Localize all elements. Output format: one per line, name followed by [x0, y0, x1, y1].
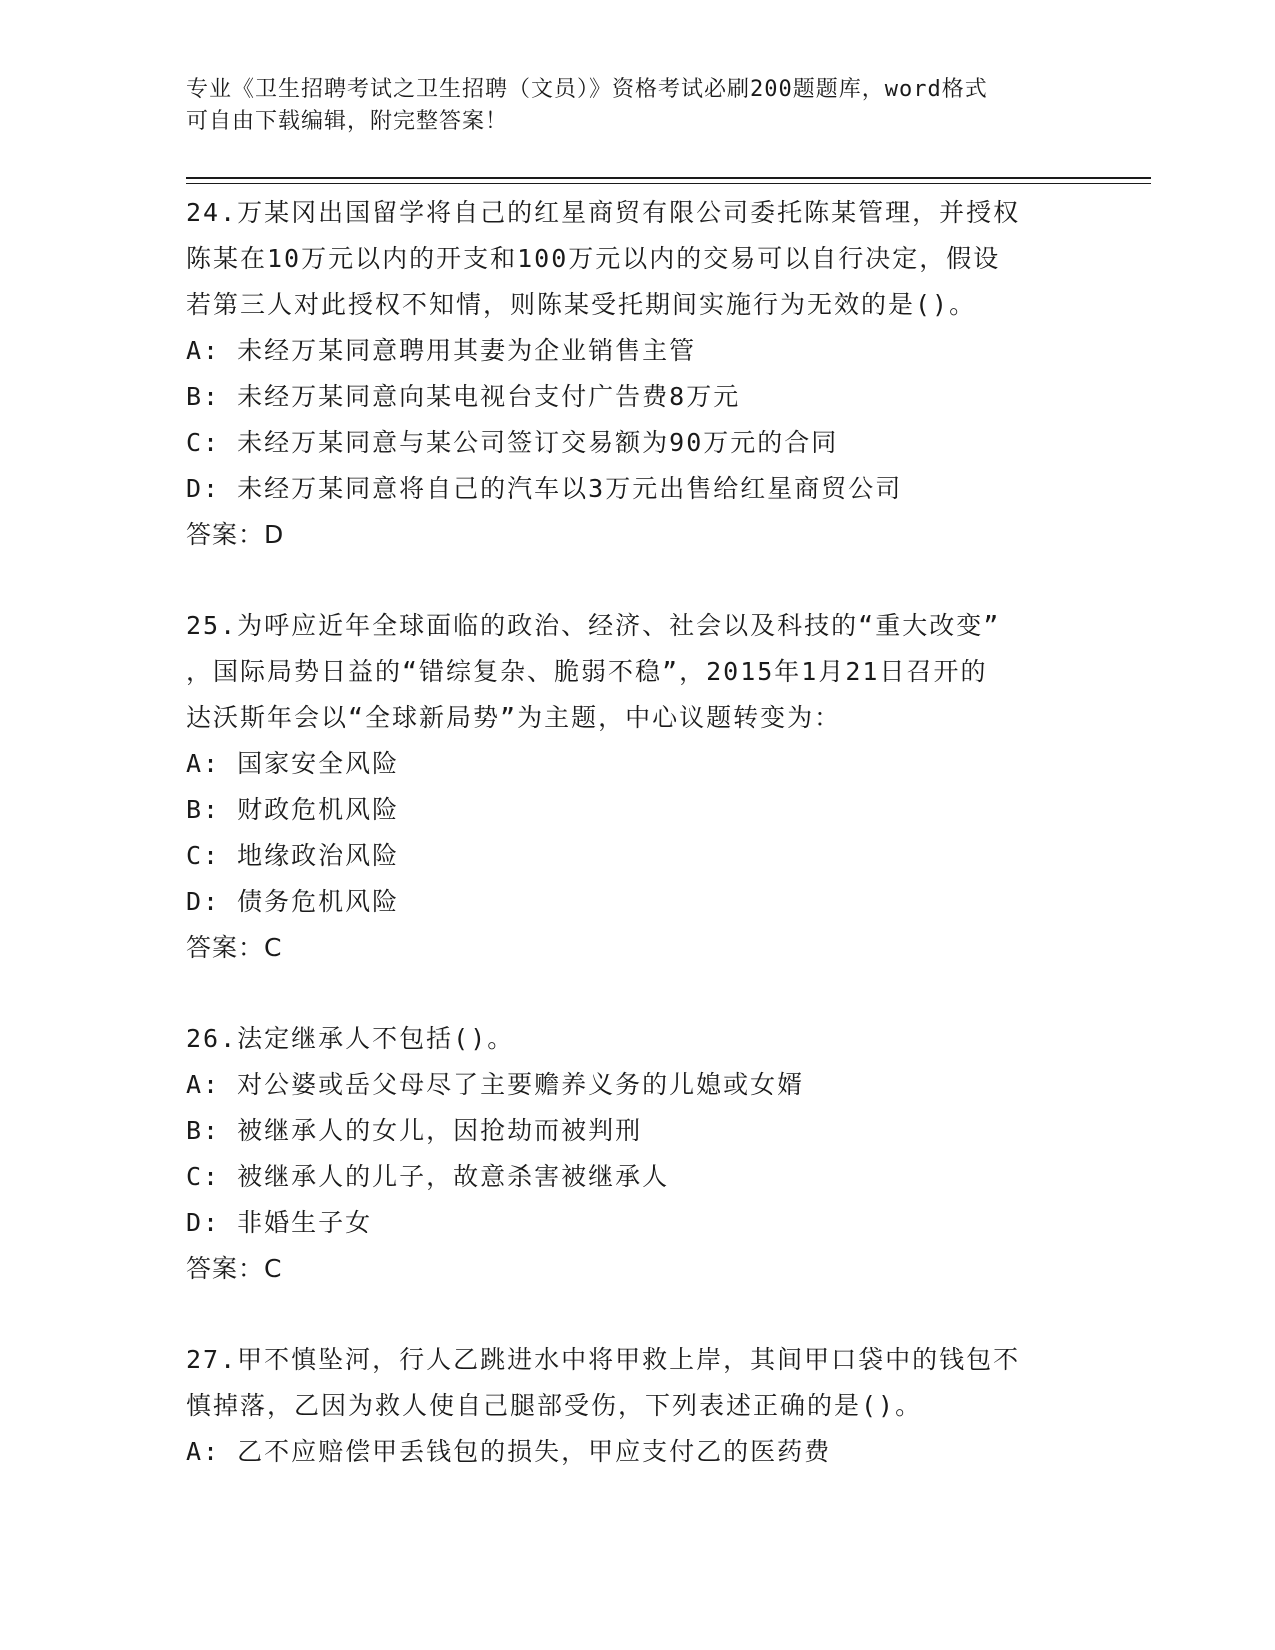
question-27	[186, 1337, 1086, 1475]
spacer	[186, 1292, 1086, 1337]
question-text-line: 慎掉落，乙因为救人使自己腿部受伤，下列表述正确的是()。	[186, 1391, 923, 1420]
option-a: A: 乙不应赔偿甲丢钱包的损失，甲应支付乙的医药费	[186, 1437, 832, 1466]
header-divider-thick	[186, 177, 1151, 179]
question-text-line: 24.万某冈出国留学将自己的红星商贸有限公司委托陈某管理，并授权	[186, 198, 1021, 227]
answer-label: 答案：D	[186, 520, 285, 549]
option-d: D: 非婚生子女	[186, 1208, 373, 1237]
option-b: B: 财政危机风险	[186, 795, 400, 824]
document-header	[186, 74, 1066, 138]
answer-label: 答案：C	[186, 1254, 283, 1283]
answer-label: 答案：C	[186, 933, 283, 962]
question-26	[186, 1016, 1086, 1292]
option-a: A: 对公婆或岳父母尽了主要赡养义务的儿媳或女婿	[186, 1070, 805, 1099]
header-divider-thin	[186, 183, 1151, 184]
question-text-line: 达沃斯年会以“全球新局势”为主题，中心议题转变为：	[186, 703, 842, 732]
question-24	[186, 190, 1086, 558]
option-c: C: 未经万某同意与某公司签订交易额为90万元的合同	[186, 428, 839, 457]
question-text-line: 27.甲不慎坠河，行人乙跳进水中将甲救上岸，其间甲口袋中的钱包不	[186, 1345, 1021, 1374]
question-text-line: 若第三人对此授权不知情，则陈某受托期间实施行为无效的是()。	[186, 290, 977, 319]
question-list	[186, 190, 1086, 1475]
spacer	[186, 971, 1086, 1016]
option-b: B: 被继承人的女儿，因抢劫而被判刑	[186, 1116, 643, 1145]
spacer	[186, 558, 1086, 603]
question-text-line: 26.法定继承人不包括()。	[186, 1024, 515, 1053]
option-d: D: 未经万某同意将自己的汽车以3万元出售给红星商贸公司	[186, 474, 903, 503]
question-text-line: ，国际局势日益的“错综复杂、脆弱不稳”，2015年1月21日召开的	[186, 657, 988, 686]
option-b: B: 未经万某同意向某电视台支付广告费8万元	[186, 382, 741, 411]
option-a: A: 未经万某同意聘用其妻为企业销售主管	[186, 336, 697, 365]
question-text-line: 25.为呼应近年全球面临的政治、经济、社会以及科技的“重大改变”	[186, 611, 1001, 640]
option-c: C: 地缘政治风险	[186, 841, 400, 870]
option-c: C: 被继承人的儿子，故意杀害被继承人	[186, 1162, 670, 1191]
option-a: A: 国家安全风险	[186, 749, 400, 778]
question-text-line: 陈某在10万元以内的开支和100万元以内的交易可以自行决定，假设	[186, 244, 1001, 273]
header-line-1: 专业《卫生招聘考试之卫生招聘（文员）》资格考试必刷200题题库，word格式	[186, 77, 988, 102]
question-25	[186, 603, 1086, 971]
option-d: D: 债务危机风险	[186, 887, 400, 916]
header-line-2: 可自由下载编辑，附完整答案！	[186, 109, 509, 134]
